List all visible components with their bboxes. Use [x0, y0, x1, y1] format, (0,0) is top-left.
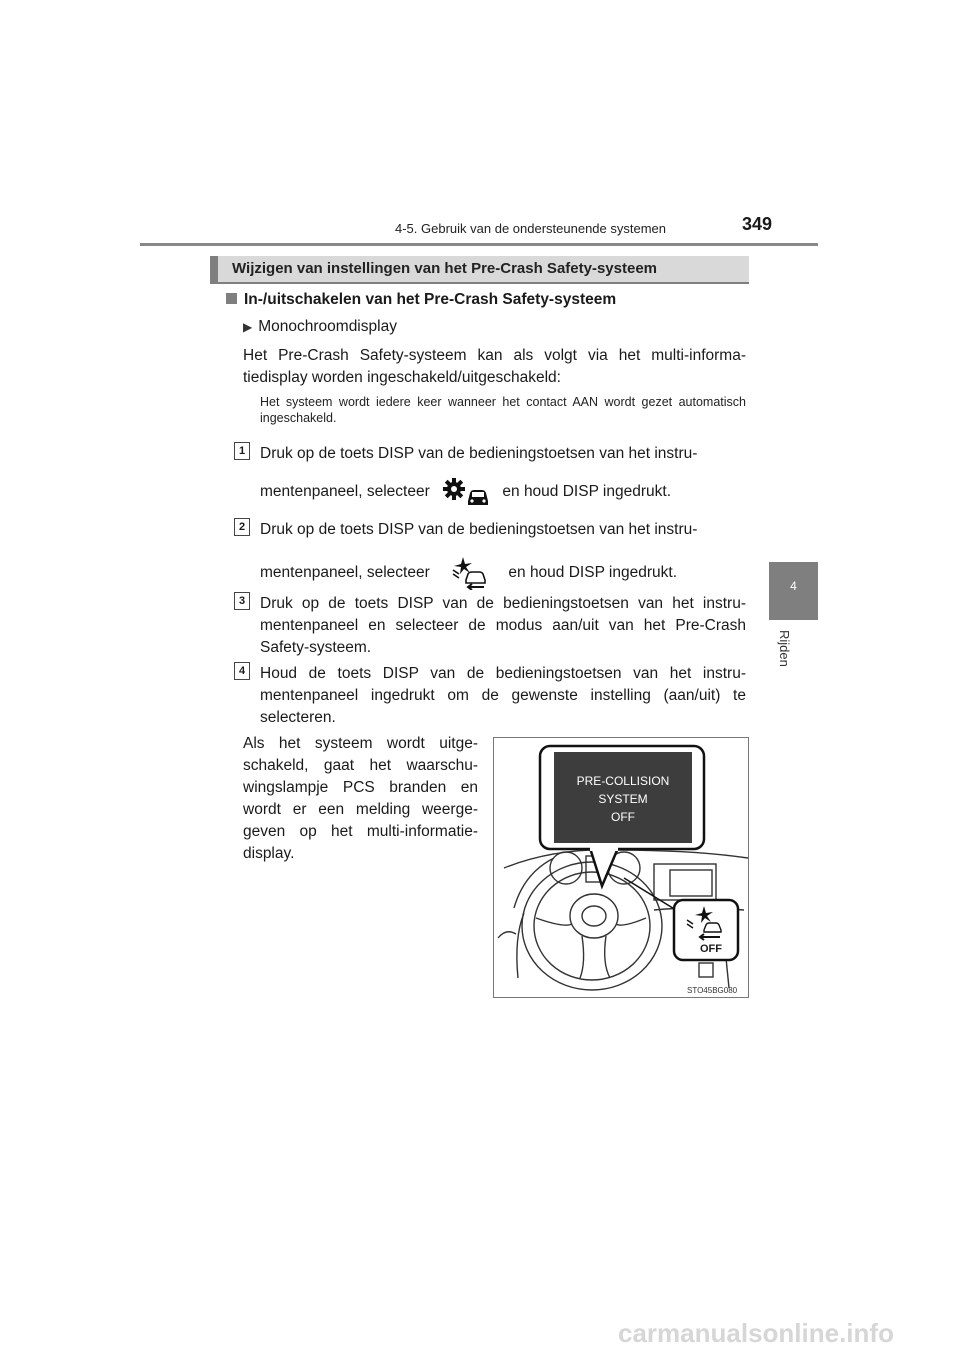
step-number: 4 — [234, 662, 250, 680]
step-1-line2: mentenpaneel, selecteer en houd DISP ingedrukt. — [260, 477, 746, 507]
step-3-text: Druk op de toets DISP van de bedieningstoetsen van het instru- mentenpaneel en selecteer de modus aan/uit van het Pre-Crash Safety-systeem. — [260, 595, 746, 656]
watermark: carmanualsonline.info — [618, 1318, 894, 1348]
chapter-label: Rijden — [777, 630, 792, 667]
step-2-line1: Druk op de toets DISP van de bedieningstoetsen van het instru- — [260, 521, 698, 538]
section-title: Wijzigen van instellingen van het Pre-Crash Safety-systeem — [232, 260, 657, 277]
step-number: 1 — [234, 442, 250, 460]
square-bullet-icon — [226, 293, 237, 304]
page-number: 349 — [742, 214, 773, 234]
intro-paragraph: Het Pre-Crash Safety-systeem kan als volgt via het multi-informa- tiedisplay worden ingeschakeld/uitgeschakeld: — [243, 347, 746, 386]
step-4-text: Houd de toets DISP van de bedieningstoetsen van het instru- mentenpaneel ingedrukt om de gewenste instelling (aan/uit) te selecteren. — [260, 665, 746, 726]
step-number: 2 — [234, 518, 250, 536]
pcs-icon — [450, 556, 490, 590]
settings-car-icon — [442, 477, 490, 507]
step-1-line1: Druk op de toets DISP van de bedieningstoetsen van het instru- — [260, 445, 698, 462]
bullet-item: ▶ Monochroomdisplay — [243, 318, 397, 335]
triangle-bullet-icon: ▶ — [243, 320, 253, 334]
header-section: 4-5. Gebruik van de ondersteunende systemen — [395, 221, 667, 236]
step-2-line2: mentenpaneel, selecteer en houd DISP ingedrukt. — [260, 556, 746, 590]
dashboard-illustration — [493, 737, 749, 998]
pcs-off-message: PRE-COLLISION SYSTEM OFF — [576, 774, 670, 824]
note-text: Het systeem wordt iedere keer wanneer het contact AAN wordt gezet automatisch ingeschakeld. — [260, 395, 746, 425]
step-number: 3 — [234, 592, 250, 610]
figure-code: STO45BG080 — [687, 986, 738, 995]
chapter-tab: 4 — [769, 562, 818, 620]
side-paragraph: Als het systeem wordt uitge- schakeld, gaat het waarschu- wingslampje PCS branden en wordt er een melding weerge- geven op het multi-informatie- display. — [243, 735, 478, 862]
sub-heading: In-/uitschakelen van het Pre-Crash Safety-systeem — [226, 291, 616, 309]
section-header — [210, 256, 749, 284]
pcs-lamp-label: OFF — [700, 943, 722, 955]
header-rule — [140, 243, 818, 246]
